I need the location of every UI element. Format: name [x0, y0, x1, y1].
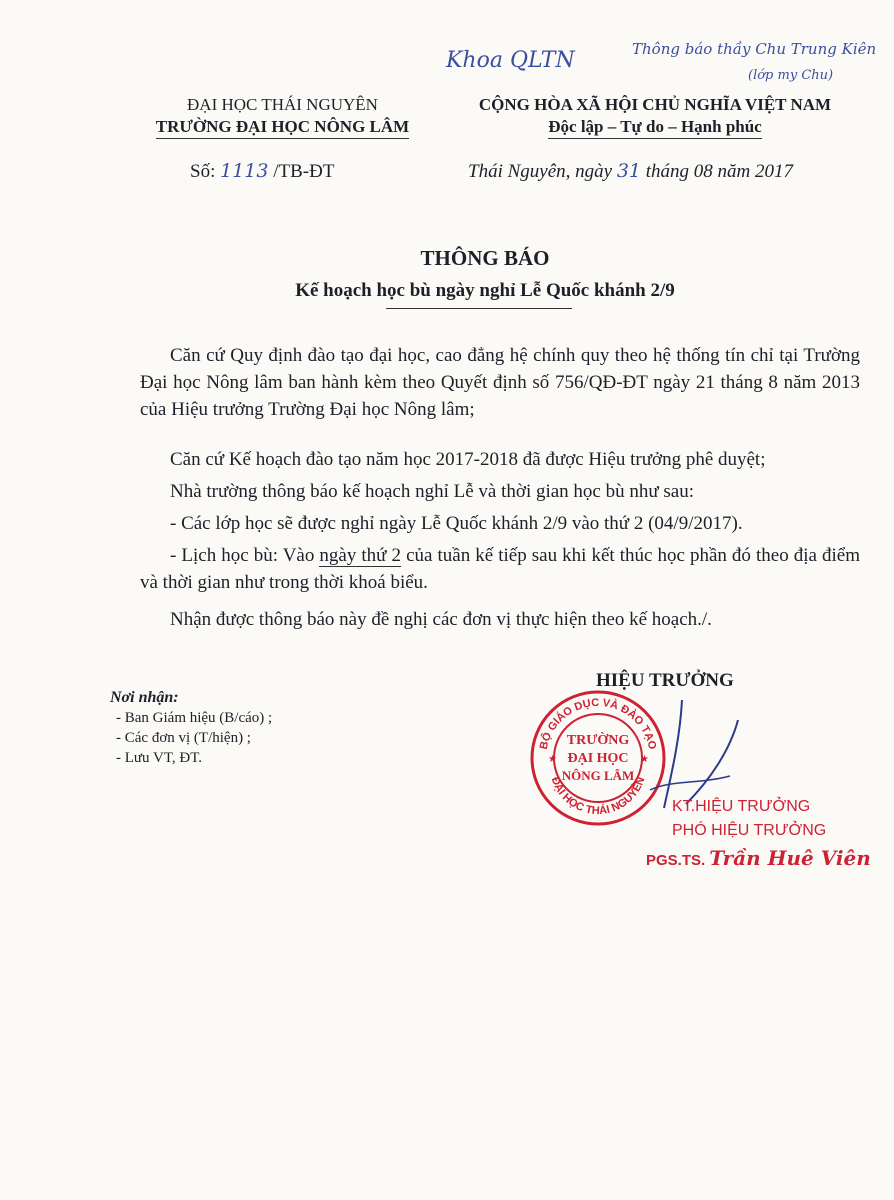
body-paragraph-5: - Lịch học bù: Vào ngày thứ 2 của tuần kế tiếp sau khi kết thúc học phần đó theo địa điểm và thời gian như trong thời khoá biểu.: [140, 545, 860, 593]
header-right: [440, 94, 870, 139]
motto: Độc lập – Tự do – Hạnh phúc: [440, 116, 870, 139]
country-name: CỘNG HÒA XÃ HỘI CHỦ NGHĨA VIỆT NAM: [478, 95, 832, 114]
recipients-block: [110, 688, 272, 768]
svg-text:★: ★: [548, 754, 557, 765]
school-name: TRƯỜNG ĐẠI HỌC NÔNG LÂM: [130, 116, 435, 139]
recipients-label: Nơi nhận:: [110, 689, 179, 706]
doc-title: THÔNG BÁO: [420, 246, 550, 270]
doc-subtitle: Kế hoạch học bù ngày nghỉ Lễ Quốc khánh 2/9: [295, 280, 675, 301]
doc-number-handwritten: 1113: [220, 160, 269, 182]
stamp-ring-bottom: ĐẠI HỌC THÁI NGUYÊN: [548, 775, 648, 818]
recipient-item: - Ban Giám hiệu (B/cáo) ;: [116, 710, 273, 726]
header-left: [130, 94, 435, 139]
body-paragraph-3: Nhà trường thông báo kế hoạch nghỉ Lễ và thời gian học bù như sau:: [170, 481, 695, 502]
signature-role-2: PHÓ HIỆU TRƯỞNG: [672, 822, 827, 839]
handwritten-note-right-sub: (lớp my Chu): [748, 68, 834, 83]
handwritten-note-left: Khoa QLTN: [446, 48, 575, 73]
stamp-center-line: TRƯỜNG: [566, 733, 630, 748]
body-paragraph-6: Nhận được thông báo này đề nghị các đơn vị thực hiện theo kế hoạch./.: [170, 609, 712, 630]
signature-title: HIỆU TRƯỞNG: [596, 670, 734, 691]
signature-role-1: KT.HIỆU TRƯỞNG: [672, 798, 811, 815]
body-paragraph-1: Căn cứ Quy định đào tạo đại học, cao đẳng hệ chính quy theo hệ thống tín chỉ tại Trường Đại học Nông lâm ban hành kèm theo Quyết định số 756/QĐ-ĐT ngày 21 tháng 8 năm 2013 của Hiệu trưởng Trường Đại học Nông lâm;: [140, 345, 860, 420]
doc-number: Số: 1113 /TB-ĐT: [190, 160, 335, 182]
stamp-ring-top: BỘ GIÁO DỤC VÀ ĐÀO TẠO: [537, 696, 659, 751]
doc-date: Thái Nguyên, ngày 31 tháng 08 năm 2017: [468, 160, 794, 182]
university-name: ĐẠI HỌC THÁI NGUYÊN: [187, 95, 378, 114]
subtitle-underline: [386, 308, 572, 309]
recipient-item: - Lưu VT, ĐT.: [116, 750, 203, 766]
svg-text:★: ★: [640, 754, 649, 765]
body-paragraph-2: Căn cứ Kế hoạch đào tạo năm học 2017-2018 đã được Hiệu trưởng phê duyệt;: [170, 449, 766, 470]
stamp-center-line: ĐẠI HỌC: [567, 751, 629, 766]
body-paragraph-4: - Các lớp học sẽ được nghỉ ngày Lễ Quốc khánh 2/9 vào thứ 2 (04/9/2017).: [170, 513, 743, 534]
date-day-handwritten: 31: [616, 160, 642, 182]
signer-name: PGS.TS. Trần Huê Viên: [646, 846, 871, 870]
stamp-center-line: NÔNG LÂM: [561, 768, 635, 783]
handwritten-note-right: Thông báo thầy Chu Trung Kiên: [632, 40, 877, 58]
recipient-item: - Các đơn vị (T/hiện) ;: [116, 730, 251, 746]
